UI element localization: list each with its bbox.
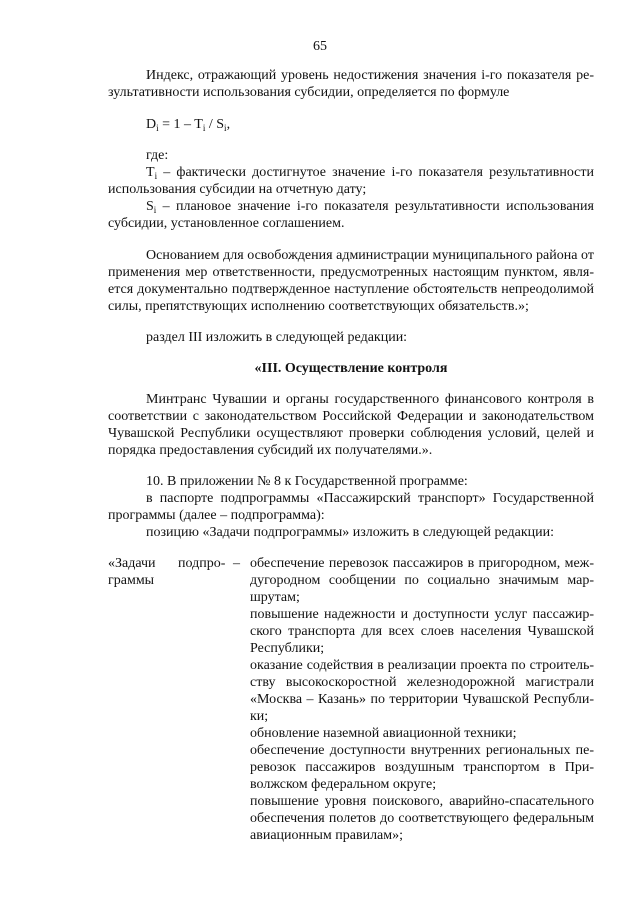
formula	[146, 117, 230, 136]
tasks-label-word-2: подпро-	[178, 556, 226, 571]
control-paragraph-line-3: Чувашской Республики осуществляют проверки соблюдения условий, целей и	[108, 426, 594, 441]
tasks-line-1: обеспечение перевозок пассажиров в пригородном, меж-	[250, 556, 594, 571]
def-t-subscript: i	[154, 171, 158, 181]
index-paragraph-line-2: зультативности использования субсидии, определяется по формуле	[108, 85, 510, 100]
formula-t-subscript: i	[202, 123, 206, 133]
def-t-symbol: T	[146, 165, 155, 180]
tasks-line-9: «Москва – Казань» по территории Чувашской Республи-	[250, 692, 594, 707]
item10-line-1: 10. В приложении № 8 к Государственной программе:	[146, 474, 468, 489]
basis-paragraph-line-1: Основанием для освобождения администрации муниципального района от	[146, 248, 594, 263]
tasks-line-10: ки;	[250, 709, 269, 724]
control-paragraph-line-1: Минтранс Чувашии и органы государственного финансового контроля в	[146, 392, 594, 407]
tasks-line-2: дугородном сообщении по социально значимым мар-	[250, 573, 594, 588]
section-instruction: раздел III изложить в следующей редакции:	[146, 330, 408, 345]
def-s-symbol: S	[146, 199, 154, 214]
tasks-line-8: ству высокоскоростной железнодорожной магистрали	[250, 675, 594, 690]
tasks-label-dash: –	[233, 556, 240, 571]
control-paragraph-line-2: соответствии с законодательством Российской Федерации и законодательством	[108, 409, 594, 424]
control-paragraph-line-4: порядка предоставления субсидий их получателями.».	[108, 443, 433, 458]
def-s-line-2: субсидии, установленное соглашением.	[108, 216, 345, 231]
def-t-text: – фактически достигнутое значение i-го показателя результативности	[157, 165, 594, 180]
tasks-line-13: ревозок пассажиров воздушным транспортом в При-	[250, 760, 594, 775]
section-heading: «III. Осуществление контроля	[254, 361, 448, 376]
tasks-line-7: оказание содействия в реализации проекта по строитель-	[250, 658, 594, 673]
def-t-line-2: использования субсидии на отчетную дату;	[108, 182, 367, 197]
formula-part-2: / S	[205, 117, 225, 132]
index-paragraph-line-1: Индекс, отражающий уровень недостижения значения i-го показателя ре-	[146, 68, 594, 83]
basis-paragraph-line-3: ется документально подтвержденное наступление обстоятельств непреодолимой	[108, 282, 594, 297]
formula-s-subscript: i	[224, 123, 227, 133]
tasks-line-6: Республики;	[250, 641, 325, 656]
tasks-line-15: повышение уровня поискового, аварийно-спасательного	[250, 794, 594, 809]
tasks-line-17: авиационным правилам»;	[250, 828, 404, 843]
tasks-label-word-3: граммы	[108, 573, 155, 588]
tasks-line-5: ского транспорта для всех слоев населения Чувашской	[250, 624, 594, 639]
item10-line-4: позицию «Задачи подпрограммы» изложить в следующей редакции:	[146, 525, 555, 540]
tasks-line-12: обеспечение доступности внутренних региональных пе-	[250, 743, 594, 758]
tasks-line-3: шрутам;	[250, 590, 300, 605]
page-number: 65	[313, 39, 327, 54]
where-label: где:	[146, 148, 169, 163]
formula-part-1: = 1 – T	[158, 117, 203, 132]
formula-d-subscript: i	[156, 123, 159, 133]
basis-paragraph-line-4: силы, препятствующих исполнению соответствующих обязательств.»;	[108, 299, 529, 314]
formula-tail: ,	[226, 117, 231, 132]
tasks-line-11: обновление наземной авиационной техники;	[250, 726, 517, 741]
tasks-line-14: волжском федеральном округе;	[250, 777, 437, 792]
item10-line-2: в паспорте подпрограммы «Пассажирский транспорт» Государственной	[146, 491, 594, 506]
tasks-line-4: повышение надежности и доступности услуг пассажир-	[250, 607, 594, 622]
formula-d: D	[146, 117, 157, 132]
basis-paragraph-line-2: применения мер ответственности, предусмотренных настоящим пунктом, явля-	[108, 265, 594, 280]
tasks-label-word-1: «Задачи	[108, 556, 156, 571]
item10-line-3: программы (далее – подпрограмма):	[108, 508, 325, 523]
tasks-line-16: обеспечения полетов до соответствующего федеральным	[250, 811, 594, 826]
def-s-subscript: i	[153, 205, 157, 215]
def-s-text: – плановое значение i-го показателя результативности использования	[156, 199, 594, 214]
